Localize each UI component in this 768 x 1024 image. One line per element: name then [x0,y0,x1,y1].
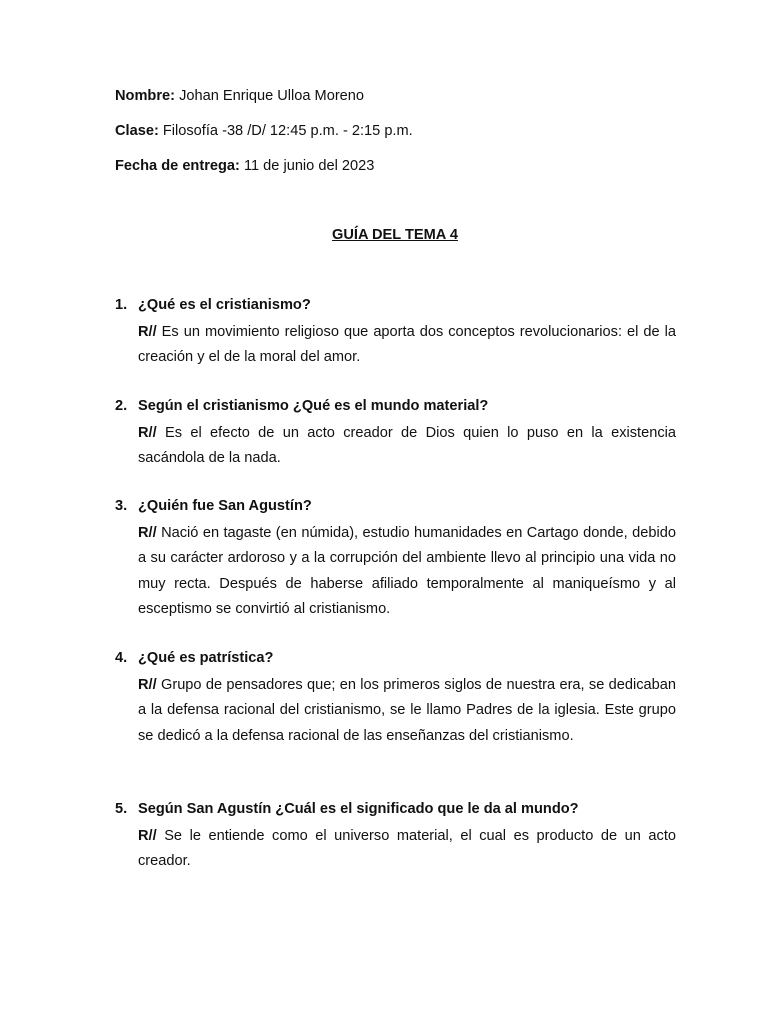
name-label: Nombre: [115,88,175,104]
question-heading [115,496,676,516]
question-heading [115,648,676,668]
answer-prefix: R// [138,525,157,541]
question-heading [115,396,676,416]
class-label: Clase: [115,123,159,139]
question-text: ¿Qué es el cristianismo? [138,297,311,313]
question-number: 4. [115,650,128,666]
answer-text: Se le entiende como el universo material, el cual es producto de un acto creador. [138,828,676,870]
answer-paragraph [138,421,676,472]
answer-text: Es un movimiento religioso que aporta dos conceptos revolucionarios: el de la creación y el de la moral del amor. [138,324,676,366]
question-number: 5. [115,801,128,817]
question-number: 3. [115,498,128,514]
question-item [115,799,676,875]
question-item [115,396,676,472]
answer-paragraph [138,320,676,371]
due-date-line [115,156,374,176]
question-text: Según el cristianismo ¿Qué es el mundo material? [138,398,489,414]
answer-prefix: R// [138,828,157,844]
question-heading [115,799,676,819]
answer-prefix: R// [138,677,157,693]
due-date-value: 11 de junio del 2023 [243,158,375,174]
due-date-label: Fecha de entrega: [115,158,240,174]
class-line [115,121,413,141]
name-value: Johan Enrique Ulloa Moreno [179,88,365,104]
document-title: GUÍA DEL TEMA 4 [332,227,458,243]
question-item [115,496,676,622]
question-text: Según San Agustín ¿Cuál es el significado que le da al mundo? [138,801,579,817]
answer-prefix: R// [138,425,157,441]
question-item [115,295,676,371]
question-item [115,648,676,749]
question-heading [115,295,676,315]
answer-paragraph [138,673,676,749]
answer-text: Es el efecto de un acto creador de Dios quien lo puso en la existencia sacándola de la nada. [138,425,676,467]
answer-text: Nació en tagaste (en númida), estudio humanidades en Cartago donde, debido a su carácter ardoroso y a la corrupción del ambiente llevo al principio una vida no muy recta. Después de haberse afiliado temporalmente al maniqueísmo y al esceptismo se convirtió al cristianismo. [138,525,676,617]
question-number: 2. [115,398,128,414]
answer-prefix: R// [138,324,157,340]
answer-paragraph [138,824,676,875]
student-name-line [115,86,364,106]
question-text: ¿Qué es patrística? [138,650,274,666]
class-value: Filosofía -38 /D/ 12:45 p.m. - 2:15 p.m. [162,123,413,139]
answer-paragraph [138,521,676,622]
answer-text: Grupo de pensadores que; en los primeros siglos de nuestra era, se dedicaban a la defensa racional del cristianismo, se le llamo Padres de la iglesia. Este grupo se dedicó a la defensa racional de las enseñanzas del cristianismo. [138,677,676,744]
question-text: ¿Quién fue San Agustín? [138,498,312,514]
question-number: 1. [115,297,128,313]
